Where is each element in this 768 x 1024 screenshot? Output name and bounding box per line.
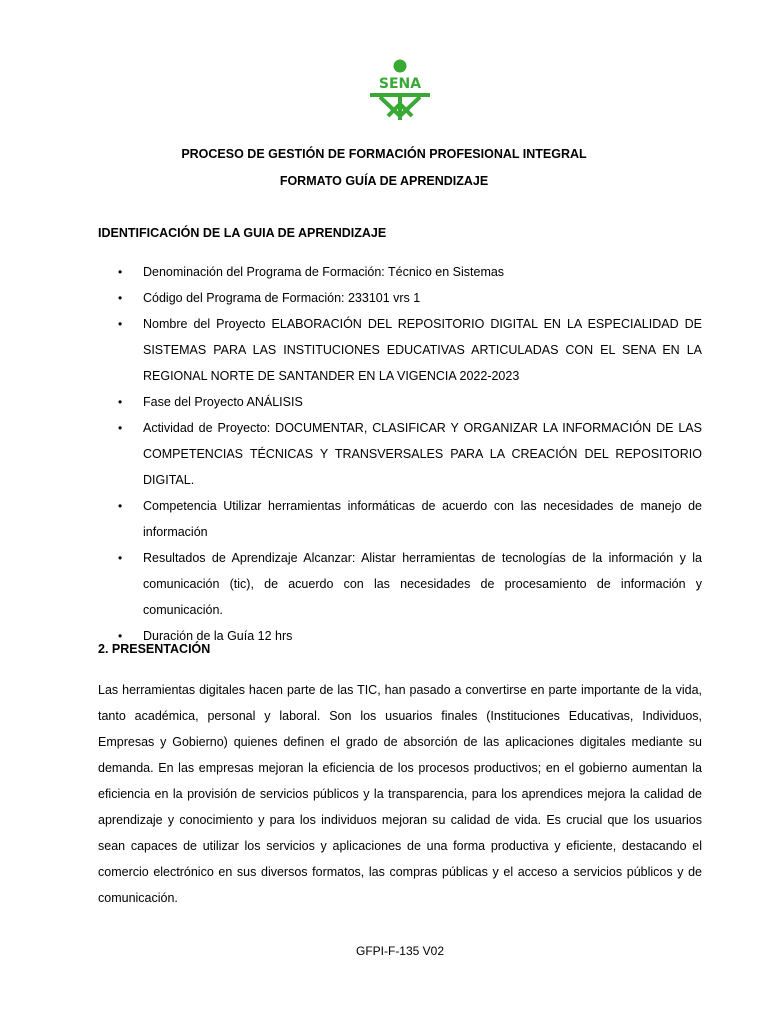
document-code-footer: GFPI-F-135 V02 bbox=[355, 944, 445, 958]
list-item: • Actividad de Proyecto: DOCUMENTAR, CLASIFICAR Y ORGANIZAR LA INFORMACIÓN DE LAS COMPETENCIAS TÉCNICAS Y TRANSVERSALES PARA LA CREACIÓN DEL REPOSITORIO DIGITAL. bbox=[98, 415, 702, 493]
list-item: • Duración de la Guía 12 hrs bbox=[98, 623, 702, 649]
list-item: • Denominación del Programa de Formación: Técnico en Sistemas bbox=[98, 259, 702, 285]
bullet-icon: • bbox=[118, 629, 123, 643]
bullet-icon: • bbox=[118, 421, 123, 435]
identification-list bbox=[98, 259, 702, 649]
list-item: • Fase del Proyecto ANÁLISIS bbox=[98, 389, 702, 415]
sena-logo-text: SENA bbox=[378, 76, 422, 92]
bullet-icon: • bbox=[118, 551, 123, 565]
identification-heading: IDENTIFICACIÓN DE LA GUIA DE APRENDIZAJE bbox=[98, 226, 387, 240]
presentation-paragraph: Las herramientas digitales hacen parte de las TIC, han pasado a convertirse en parte importante de la vida, tanto académica, personal y laboral. Son los usuarios finales (Instituciones Educativas, Individuos, Empresas y Gobierno) quienes definen el grado de absorción de las aplicaciones digitales mediante su demanda. En las empresas mejoran la eficiencia de los procesos productivos; en el gobierno aumentan la eficiencia en la provisión de servicios públicos y la transparencia, para los aprendices mejora la calidad de aprendizaje y conocimiento y para los individuos mejoran su calidad de vida. Es crucial que los usuarios sean capaces de utilizar los servicios y aplicaciones de una forma productiva y eficiente, destacando el comercio electrónico en sus diversos formatos, las compras públicas y el acceso a servicios públicos y de comunicación. bbox=[98, 683, 702, 905]
sena-logo bbox=[368, 58, 432, 124]
list-item: • Código del Programa de Formación: 233101 vrs 1 bbox=[98, 285, 702, 311]
bullet-icon: • bbox=[118, 499, 123, 513]
process-title: PROCESO DE GESTIÓN DE FORMACIÓN PROFESIONAL INTEGRAL bbox=[181, 147, 587, 161]
list-item: • Nombre del Proyecto ELABORACIÓN DEL REPOSITORIO DIGITAL EN LA ESPECIALIDAD DE SISTEMAS PARA LAS INSTITUCIONES EDUCATIVAS ARTICULADAS CON EL SENA EN LA REGIONAL NORTE DE SANTANDER EN LA VIGENCIA 2022-2023 bbox=[98, 311, 702, 389]
bullet-icon: • bbox=[118, 395, 123, 409]
list-item: • Competencia Utilizar herramientas informáticas de acuerdo con las necesidades de manejo de información bbox=[98, 493, 702, 545]
list-item: • Resultados de Aprendizaje Alcanzar: Alistar herramientas de tecnologías de la información y la comunicación (tic), de acuerdo con las necesidades de procesamiento de información y comunicación. bbox=[98, 545, 702, 623]
format-title: FORMATO GUÍA DE APRENDIZAJE bbox=[279, 174, 489, 188]
bullet-icon: • bbox=[118, 265, 123, 279]
bullet-icon: • bbox=[118, 317, 123, 331]
presentation-heading: 2. PRESENTACIÓN bbox=[98, 642, 211, 656]
bullet-icon: • bbox=[118, 291, 123, 305]
